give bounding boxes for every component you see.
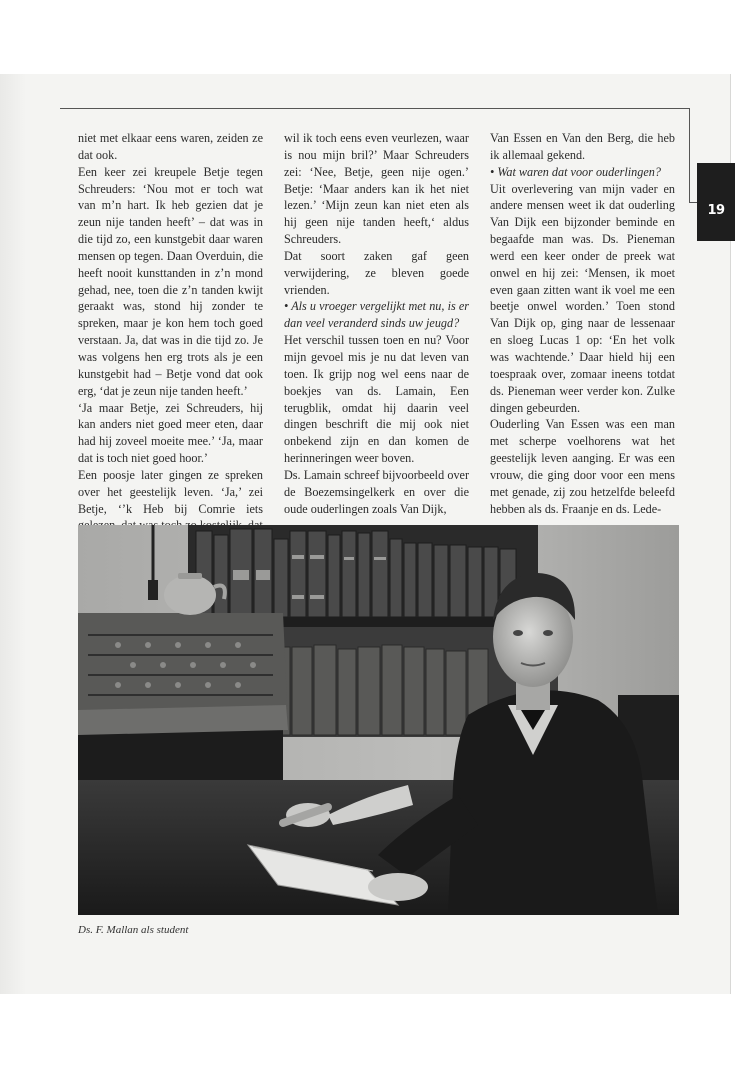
text-column-2: [284, 130, 469, 517]
text-column-3: [490, 130, 675, 517]
paragraph: Dat soort zaken gaf geen verwijdering, ze bleven goede vrienden.: [284, 248, 469, 297]
student-photo: [78, 525, 679, 915]
page-number: 19: [707, 203, 725, 218]
header-rule-vertical: [689, 108, 690, 202]
page-number-tab: [697, 163, 735, 241]
interview-question: • Als u vroeger vergelijkt met nu, is er dan veel veranderd sinds uw jeugd?: [284, 299, 469, 331]
text-column-1: [78, 130, 263, 534]
paragraph: Het verschil tussen toen en nu? Voor mijn gevoel mis je nu dat leven van toen. Ik grijp nog wel eens naar de boekjes van ds. Lamain, Een terugblik, omdat hij daarin veel dingen beschrift die mij ook niet onbekend zijn en dan komen de herinneringen weer boven.: [284, 333, 469, 466]
paragraph: niet met elkaar eens waren, zeiden ze dat ook.: [78, 131, 263, 162]
photo-illustration: [78, 525, 679, 915]
photo-caption: Ds. F. Mallan als student: [78, 924, 189, 936]
paragraph: Uit overlevering van mijn vader en andere mensen weet ik dat ouderling Van Dijk een bijzonder beminde en begaafde man was. Ds. Pieneman werd een keer onder de preek wat onwel en hij zei: ‘Mensen, ik moet even gaan zitten want ik voel me een beetje onwel worden.’ Toen stond Van Dijk op, ging naar de lessenaar en sloeg Lucas 1 op: ‘En het volk was wachtende.’ Daar hield hij een toespraak over, zomaar ineens totdat ds. Pieneman weer verder kon. Zulke dingen gebeurden.: [490, 181, 675, 415]
paragraph: Een poosje later gingen ze spreken over het geestelijk leven. ‘Ja,’ zei Betje, ‘’k Heb bij Comrie iets: [78, 467, 263, 516]
binding-gutter: [0, 74, 26, 994]
paragraph: ‘Ja maar Betje, zei Schreuders, hij kan anders niet goed meer eten, daar had hij zoveel moeite mee.’ ‘Ja, maar dat is toch niet goed hoor.’: [78, 400, 263, 466]
paragraph: Een keer zei kreupele Betje tegen Schreuders: ‘Nou mot er toch wat van m’n hart. Ik heb gezien dat je zeun nije tanden heeft’ – dat was in die tijd zo, een kunstgebit daar waren mensen op tegen. Daan Overduin, die heeft nooit kunsttanden in z’n mond gehad, nee, toen die z’n tanden kwijt geraakt was, stond hij zonder te spreken, maar je kon hem toch goed verstaan. Ja, dat was in die tijd zo. Je was volgens hen erg trots als je een kunstgebit had – Betje vond dat ook erg, ‘dat je zeun nije tanden heeft.’: [78, 164, 263, 398]
header-rule: [60, 108, 690, 109]
paragraph: Ds. Lamain schreef bijvoorbeeld over de Boezemsingelkerk en over die oude ouderlingen zoals Van Dijk,: [284, 467, 469, 516]
paragraph: Van Essen en Van den Berg, die heb ik allemaal gekend.: [490, 131, 675, 162]
paragraph: Ouderling Van Essen was een man met scherpe voelhorens wat het geestelijk leven aanging. Er was een vrouw, die ging door voor een mens met genade, zij zou hetzelfde beleefd hebben als ds. Fraanje en ds. Lede-: [490, 417, 675, 516]
paragraph: wil ik toch eens even veurlezen, waar is nou mijn bril?’ Maar Schreuders zei: ‘Nee, Betje, geen nije ogen.’ Betje: ‘Maar anders kan ik het niet lezen.’ ‘Mijn zeun kan niet eten als hij geen nije tanden heeft,‘ aldus Schreuders.: [284, 131, 469, 247]
interview-question: • Wat waren dat voor ouderlingen?: [490, 164, 661, 179]
